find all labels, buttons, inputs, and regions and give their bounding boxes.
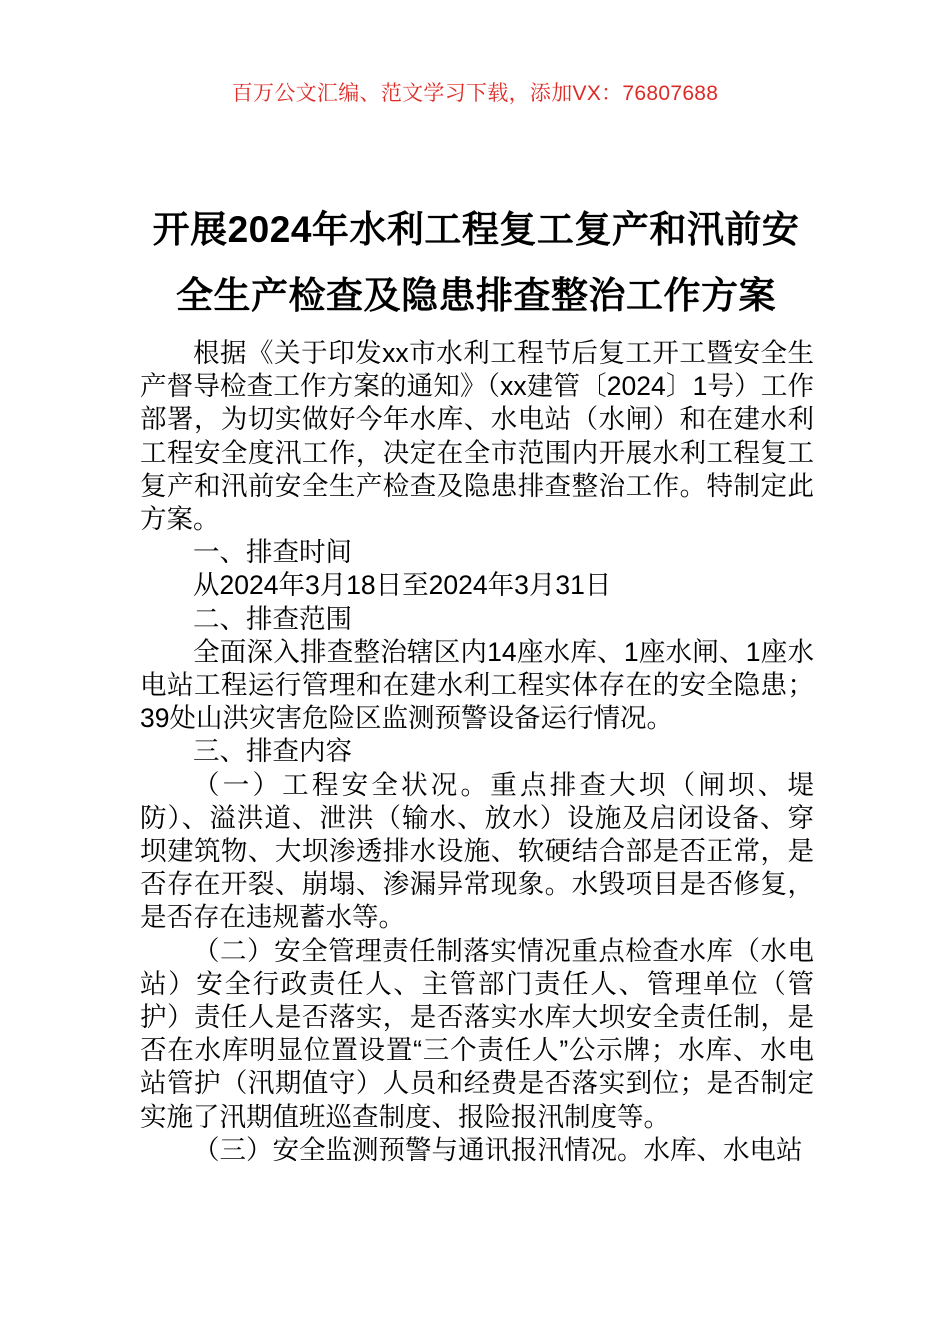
promo-header-text: 百万公文汇编、范文学习下载，添加VX：76807688 [231,82,719,105]
heading-section-3: 三、排查内容 [193,736,352,767]
document-body [140,337,814,1167]
paragraph-section-3-item-2: （二）安全管理责任制落实情况重点检查水库（水电站）安全行政责任人、主管部门责任人、管理单位（管护）责任人是否落实，是否落实水库大坝安全责任制，是否在水库明显位置设置“三个责任人”公示牌；水库、水电站管护（汛期值守）人员和经费是否落实到位；是否制定实施了汛期值班巡查制度、报险报汛制度等。 [140,935,814,1132]
paragraph-section-1-body: 从2024年3月18日至2024年3月31日 [193,570,612,601]
heading-section-2: 二、排查范围 [193,603,352,634]
paragraph-section-3-item-1: （一）工程安全状况。重点排查大坝（闸坝、堤防）、溢洪道、泄洪（输水、放水）设施及启闭设备、穿坝建筑物、大坝渗透排水设施、软硬结合部是否正常，是否存在开裂、崩塌、渗漏异常现象。水毁项目是否修复，是否存在违规蓄水等。 [140,769,814,933]
heading-section-1: 一、排查时间 [193,537,352,568]
paragraph-section-3-item-3: （三）安全监测预警与通讯报汛情况。水库、水电站 [193,1134,803,1165]
paragraph-intro: 根据《关于印发xx市水利工程节后复工开工暨安全生产督导检查工作方案的通知》（xx建管〔2024〕1号）工作部署，为切实做好今年水库、水电站（水闸）和在建水利工程安全度汛工作，决定在全市范围内开展水利工程复工复产和汛前安全生产检查及隐患排查整治工作。特制定此方案。 [140,338,814,535]
document-title: 开展2024年水利工程复工复产和汛前安全生产检查及隐患排查整治工作方案 [152,208,800,316]
paragraph-section-2-body: 全面深入排查整治辖区内14座水库、1座水闸、1座水电站工程运行管理和在建水利工程实体存在的安全隐患；39处山洪灾害危险区监测预警设备运行情况。 [140,636,814,734]
